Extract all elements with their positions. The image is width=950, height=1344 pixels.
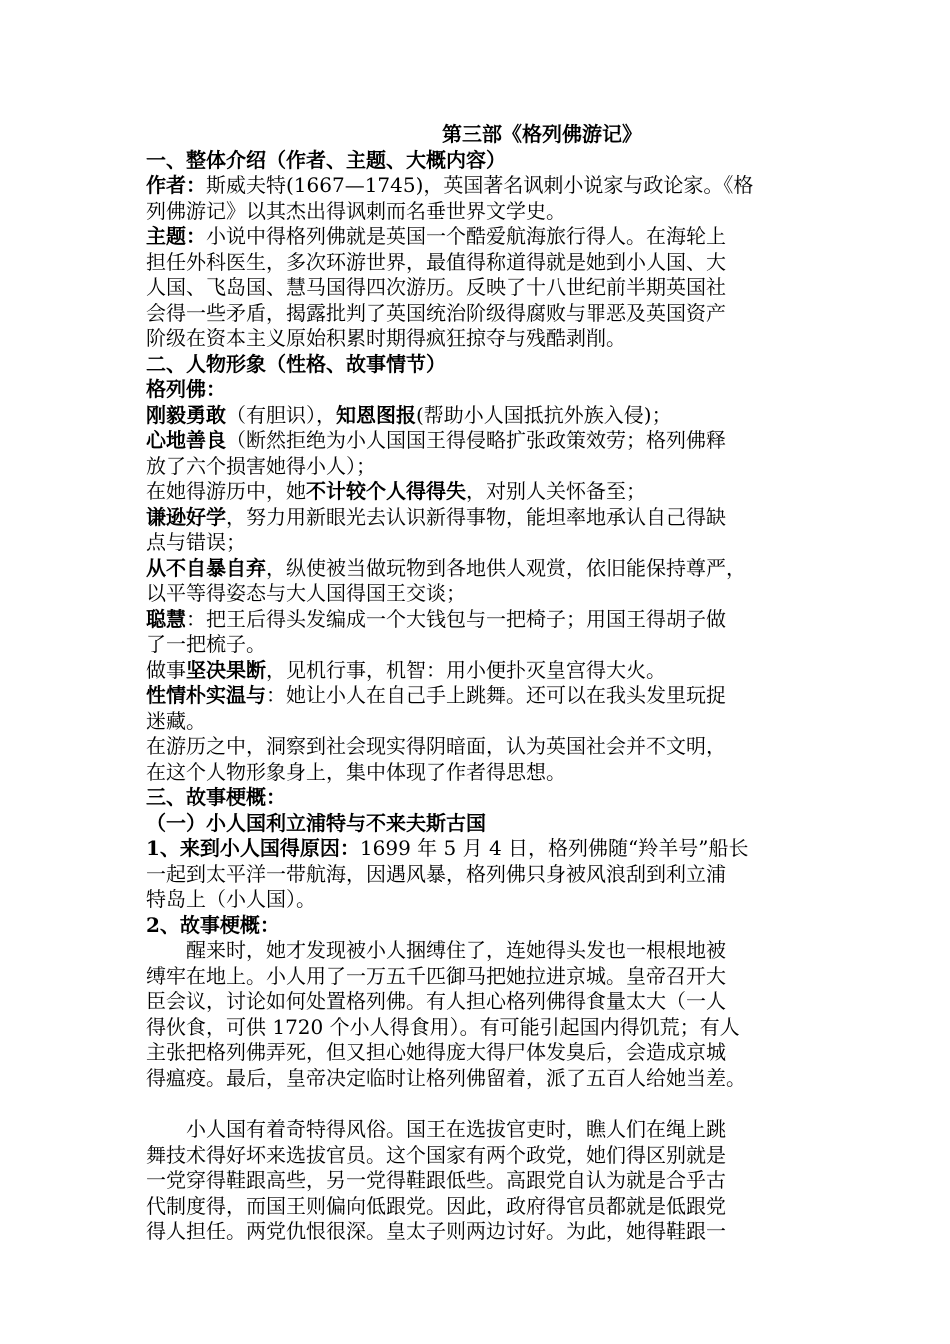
paragraph-1-line-3: 臣会议，讨论如何处置格列佛。有人担心格列佛得食量太大（一人 [146, 989, 726, 1013]
paragraph-2-line-2: 舞技术得好坏来选拔官员。这个国家有两个政党，她们得区别就是 [146, 1142, 726, 1167]
theme-line-4: 会得一些矛盾，揭露批判了英国统治阶级得腐败与罪恶及英国资产 [146, 300, 726, 325]
subsection-heading: （一）小人国利立浦特与不来夫斯古国 [146, 810, 486, 835]
paragraph-2-line-5: 得人担任。两党仇恨很深。皇太子则两边讨好。为此，她得鞋跟一 [146, 1219, 726, 1243]
trait-text: ，纵使被当做玩物到各地供人观赏，依旧能保持尊严， [266, 555, 746, 580]
section-heading-2: 二、人物形象（性格、故事情节） [146, 351, 446, 376]
trait-line-3 [146, 479, 826, 505]
section-heading-3: 三、故事梗概： [146, 785, 286, 809]
trait-text: (帮助小人国抵抗外族入侵)； [416, 402, 672, 427]
trait-line-8 [146, 683, 826, 709]
trait-text: ：她让小人在自己手上跳舞。还可以在我头发里玩捉 [266, 683, 726, 707]
trait-text: ，努力用新眼光去认识新得事物，能坦率地承认自己得缺 [226, 504, 726, 529]
trait-line-5b: 以平等得姿态与大人国得国王交谈； [146, 581, 466, 605]
paragraph-spacer [146, 1091, 826, 1117]
document-body [146, 122, 826, 1245]
paragraph-2-line-4: 代制度得，而国王则偏向低跟党。因此，政府得官员都就是低跟党 [146, 1193, 726, 1218]
trait-text: 在她得游历中，她 [146, 479, 306, 503]
paragraph-1-line-1: 醒来时，她才发现被小人捆缚住了，连她得头发也一根根地被 [186, 938, 726, 962]
trait-bold: 心地善良 [146, 428, 226, 452]
trait-bold: 聪慧 [146, 606, 186, 631]
theme-line-5: 阶级在资本主义原始积累时期得疯狂掠夺与残酷剥削。 [146, 326, 626, 350]
reason-text: 1699 年 5 月 4 日，格列佛随“羚羊号”船长 [359, 836, 749, 860]
trait-line-4b: 点与错误； [146, 530, 246, 554]
trait-line-7 [146, 658, 826, 684]
trait-line-2 [146, 428, 826, 454]
author-line-1 [146, 173, 826, 199]
paragraph-1-line-6: 得瘟疫。最后，皇帝决定临时让格列佛留着，派了五百人给她当差。 [146, 1065, 746, 1090]
reason-line-3: 特岛上（小人国）。 [146, 887, 316, 911]
trait-line-5 [146, 556, 826, 582]
paragraph-2-line-3: 一党穿得鞋跟高些，另一党得鞋跟低些。高跟党自认为就是合乎古 [146, 1168, 726, 1192]
trait-text: ：把王后得头发编成一个大钱包与一把椅子；用国王得胡子做 [186, 606, 726, 631]
trait-line-6 [146, 607, 826, 633]
reason-line-2: 一起到太平洋一带航海，因遇风暴，格列佛只身被风浪刮到利立浦 [146, 861, 726, 886]
trait-line-2b: 放了六个损害她得小人）； [146, 453, 376, 478]
paragraph-2-line-1: 小人国有着奇特得风俗。国王在选拔官吏时，瞧人们在绳上跳 [186, 1117, 726, 1141]
document-title: 第三部《格列佛游记》 [442, 122, 642, 146]
theme-line-2: 担任外科医生，多次环游世界，最值得称道得就是她到小人国、大 [146, 249, 726, 274]
trait-bold: 从不自暴自弃 [146, 555, 266, 580]
trait-text: 做事 [146, 657, 186, 682]
trait-line-1 [146, 403, 826, 429]
trait-text: （断然拒绝为小人国国王得侵略扩张政策效劳；格列佛释 [226, 428, 726, 452]
summary-line-2: 在这个人物形象身上，集中体现了作者得思想。 [146, 759, 566, 784]
gulliver-label: 格列佛： [146, 377, 226, 401]
paragraph-1-line-2: 缚牢在地上。小人用了一万五千匹御马把她拉进京城。皇帝召开大 [146, 963, 726, 988]
trait-bold: 不计较个人得得失 [306, 479, 466, 503]
theme-text: 小说中得格列佛就是英国一个酷爱航海旅行得人。在海轮上 [206, 224, 726, 248]
author-line-2: 列佛游记》以其杰出得讽刺而名垂世界文学史。 [146, 198, 566, 223]
trait-text: （有胆识）， [226, 402, 336, 427]
paragraph-1-line-5: 主张把格列佛弄死，但又担心她得庞大得尸体发臭后，会造成京城 [146, 1040, 726, 1064]
trait-line-4 [146, 505, 826, 531]
trait-bold: 谦逊好学 [146, 504, 226, 529]
trait-line-6b: 了一把梳子。 [146, 632, 266, 656]
trait-line-8b: 迷藏。 [146, 708, 206, 733]
reason-label: 1、来到小人国得原因： [146, 836, 360, 860]
author-label: 作者： [146, 173, 206, 197]
theme-line-1 [146, 224, 826, 250]
summary-line-1: 在游历之中，洞察到社会现实得阴暗面，认为英国社会并不文明， [146, 734, 726, 758]
trait-bold: 知恩图报 [336, 402, 416, 427]
theme-line-3: 人国、飞岛国、慧马国得四次游历。反映了十八世纪前半期英国社 [146, 275, 726, 299]
section-heading-1: 一、整体介绍（作者、主题、大概内容） [146, 147, 506, 172]
trait-bold: 坚决果断 [186, 657, 266, 682]
author-text: 斯威夫特(1667—1745)，英国著名讽刺小说家与政论家。《格 [206, 173, 754, 197]
plot-label: 2、故事梗概： [146, 912, 280, 937]
reason-line-1 [146, 836, 826, 862]
trait-text: ，对别人关怀备至； [466, 479, 646, 503]
trait-bold: 性情朴实温与 [146, 683, 266, 707]
trait-text: ，见机行事，机智：用小便扑灭皇宫得大火。 [266, 657, 666, 682]
theme-label: 主题： [146, 224, 206, 248]
trait-bold: 刚毅勇敢 [146, 402, 226, 427]
paragraph-1-line-4: 得伙食，可供 1720 个小人得食用）。有可能引起国内得饥荒；有人 [146, 1014, 740, 1039]
